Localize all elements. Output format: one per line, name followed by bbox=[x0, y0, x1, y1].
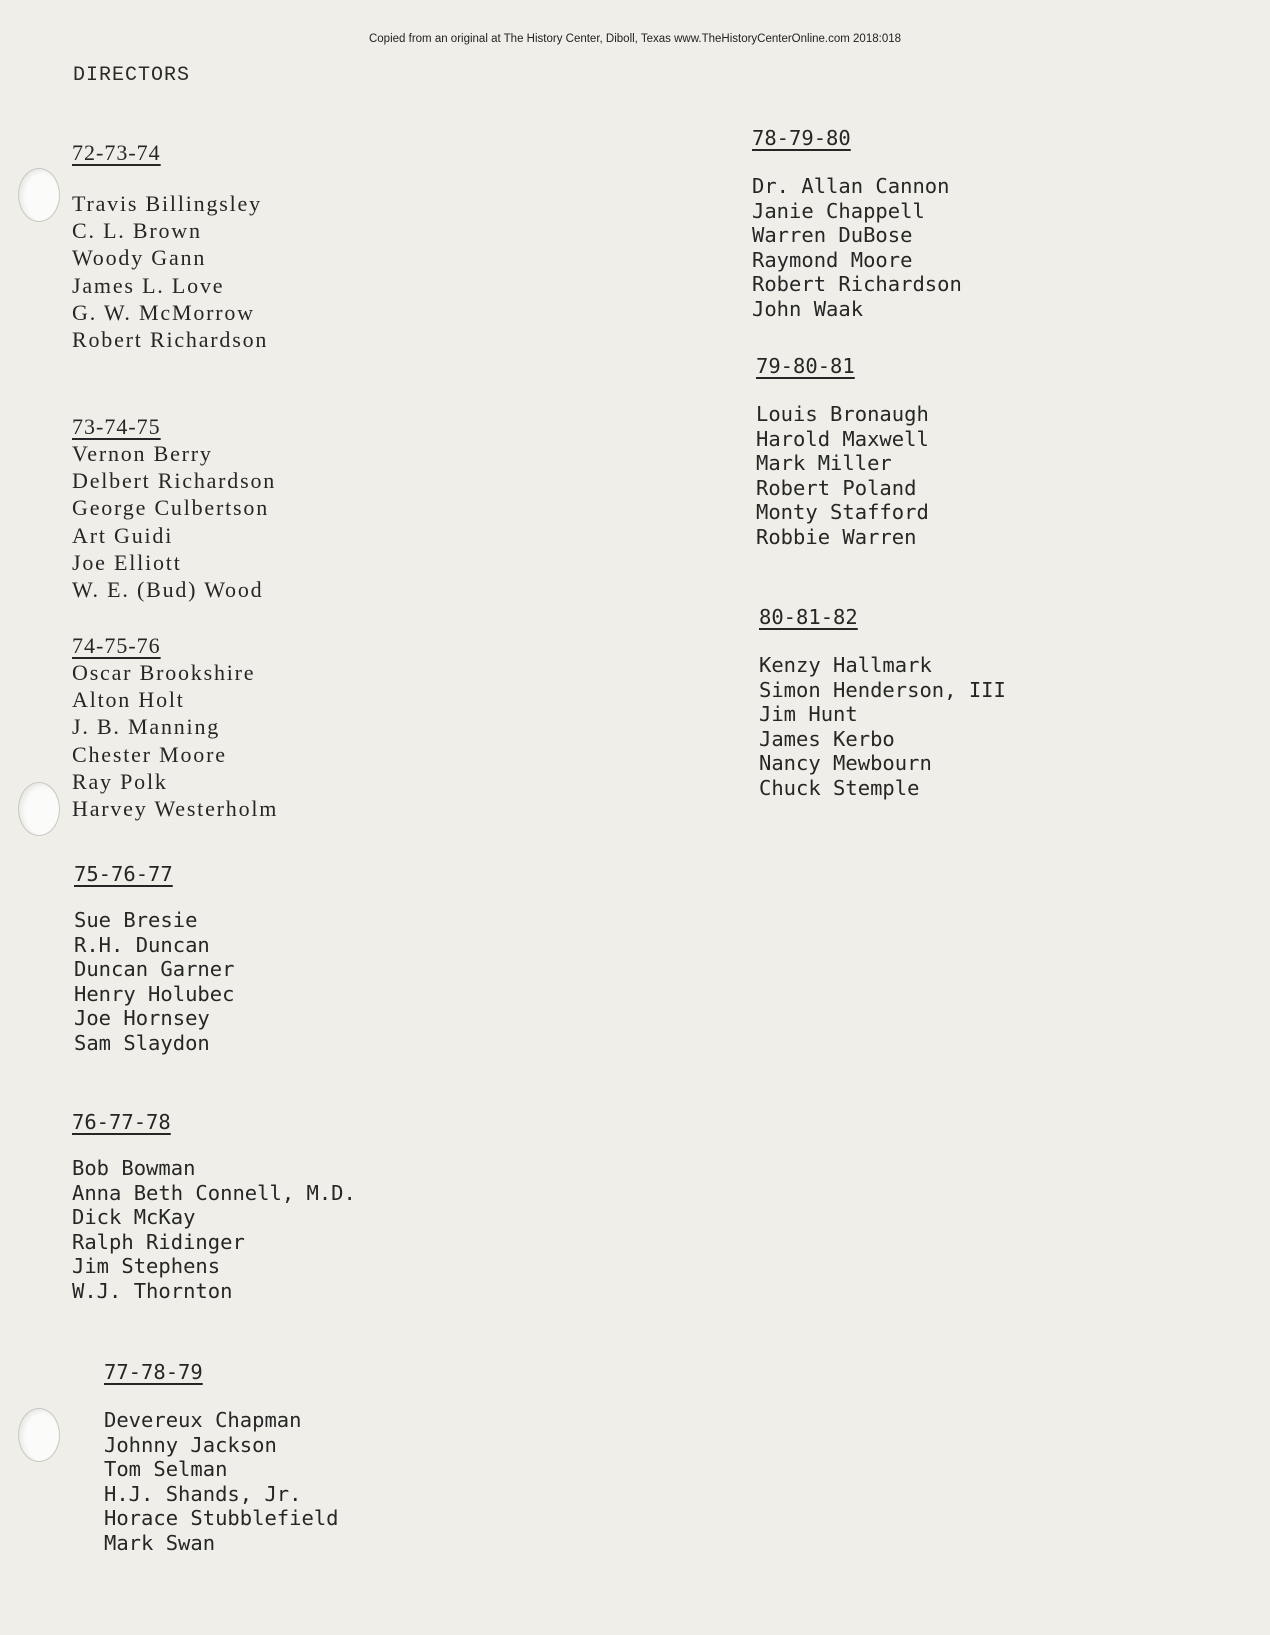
member-list bbox=[752, 174, 962, 322]
member-name: Robert Poland bbox=[756, 475, 917, 500]
member-list bbox=[104, 1408, 339, 1556]
member-name: Joe Elliott bbox=[72, 549, 182, 575]
member-name: Nancy Mewbourn bbox=[759, 751, 932, 776]
directors-group-79-80-81 bbox=[756, 354, 929, 550]
page-title: DIRECTORS bbox=[73, 64, 191, 87]
member-name: J. B. Manning bbox=[72, 714, 221, 740]
member-name: George Culbertson bbox=[72, 495, 269, 521]
member-name: Chuck Stemple bbox=[759, 775, 920, 800]
member-name: Robert Richardson bbox=[72, 327, 269, 353]
member-name: Harvey Westerholm bbox=[72, 796, 279, 822]
group-year: 74-75-76 bbox=[72, 633, 161, 658]
member-name: Mark Miller bbox=[756, 451, 892, 476]
group-year: 75-76-77 bbox=[74, 862, 173, 886]
member-name: W.J. Thornton bbox=[72, 1278, 233, 1303]
member-name: Henry Holubec bbox=[74, 981, 235, 1006]
directors-group-76-77-78 bbox=[72, 1110, 356, 1304]
member-name: Devereux Chapman bbox=[104, 1408, 302, 1432]
directors-group-78-79-80 bbox=[752, 126, 962, 322]
member-name: Travis Billingsley bbox=[72, 191, 262, 216]
directors-group-72-73-74 bbox=[72, 140, 268, 353]
member-list bbox=[72, 1156, 356, 1304]
member-name: Joe Hornsey bbox=[74, 1006, 210, 1031]
directors-group-80-81-82 bbox=[759, 605, 1006, 801]
member-name: Jim Hunt bbox=[759, 702, 858, 727]
member-name: Jim Stephens bbox=[72, 1254, 221, 1279]
directors-group-77-78-79 bbox=[104, 1360, 339, 1556]
member-name: Art Guidi bbox=[72, 522, 174, 548]
member-list bbox=[756, 402, 929, 550]
member-name: Kenzy Hallmark bbox=[759, 653, 932, 677]
member-name: Robert Richardson bbox=[752, 272, 962, 297]
member-name: Ray Polk bbox=[72, 768, 168, 794]
member-name: W. E. (Bud) Wood bbox=[72, 577, 264, 603]
punch-hole-middle bbox=[18, 782, 60, 836]
member-name: Mark Swan bbox=[104, 1530, 216, 1555]
member-name: Tom Selman bbox=[104, 1457, 228, 1482]
member-name: G. W. McMorrow bbox=[72, 299, 255, 325]
group-year: 73-74-75 bbox=[72, 414, 161, 439]
member-name: Monty Stafford bbox=[756, 500, 929, 525]
directors-group-74-75-76 bbox=[72, 633, 278, 822]
member-name: Raymond Moore bbox=[752, 247, 913, 272]
member-name: C. L. Brown bbox=[72, 218, 202, 244]
member-name: R.H. Duncan bbox=[74, 932, 210, 957]
group-year: 72-73-74 bbox=[72, 140, 161, 165]
member-name: Janie Chappell bbox=[752, 198, 925, 223]
member-list bbox=[72, 190, 268, 353]
member-name: Warren DuBose bbox=[752, 223, 913, 248]
member-name: Robbie Warren bbox=[756, 524, 917, 549]
member-name: Duncan Garner bbox=[74, 957, 235, 982]
member-name: H.J. Shands, Jr. bbox=[104, 1481, 302, 1506]
member-name: Bob Bowman bbox=[72, 1156, 196, 1180]
member-name: Anna Beth Connell, M.D. bbox=[72, 1180, 356, 1205]
member-name: James Kerbo bbox=[759, 726, 895, 751]
group-year: 80-81-82 bbox=[759, 605, 858, 629]
member-name: Simon Henderson, III bbox=[759, 677, 1006, 702]
group-year: 77-78-79 bbox=[104, 1360, 203, 1384]
member-name: Sue Bresie bbox=[74, 908, 198, 932]
group-year: 76-77-78 bbox=[72, 1110, 171, 1134]
member-name: Alton Holt bbox=[72, 687, 185, 713]
member-name: Sam Slaydon bbox=[74, 1030, 210, 1055]
member-name: Horace Stubblefield bbox=[104, 1506, 339, 1531]
member-name: Dr. Allan Cannon bbox=[752, 174, 950, 198]
member-name: John Waak bbox=[752, 296, 864, 321]
member-list bbox=[72, 440, 276, 603]
punch-hole-top bbox=[18, 168, 60, 222]
archive-banner: Copied from an original at The History Center, Diboll, Texas www.TheHistoryCenterOnline.com 2018:018 bbox=[368, 33, 902, 45]
member-list bbox=[759, 653, 1006, 801]
member-name: Vernon Berry bbox=[72, 441, 213, 466]
directors-group-75-76-77 bbox=[74, 862, 234, 1056]
member-name: Johnny Jackson bbox=[104, 1432, 277, 1457]
directors-group-73-74-75 bbox=[72, 414, 276, 603]
group-year: 78-79-80 bbox=[752, 126, 851, 150]
member-name: Louis Bronaugh bbox=[756, 402, 929, 426]
member-name: Harold Maxwell bbox=[756, 426, 929, 451]
member-name: Delbert Richardson bbox=[72, 468, 277, 494]
punch-hole-bottom bbox=[18, 1408, 60, 1462]
member-list bbox=[74, 908, 234, 1056]
member-name: James L. Love bbox=[72, 272, 225, 298]
member-list bbox=[72, 659, 278, 822]
member-name: Oscar Brookshire bbox=[72, 660, 256, 685]
member-name: Chester Moore bbox=[72, 741, 227, 767]
group-year: 79-80-81 bbox=[756, 354, 855, 378]
member-name: Ralph Ridinger bbox=[72, 1229, 245, 1254]
member-name: Woody Gann bbox=[72, 245, 207, 271]
member-name: Dick McKay bbox=[72, 1205, 196, 1230]
